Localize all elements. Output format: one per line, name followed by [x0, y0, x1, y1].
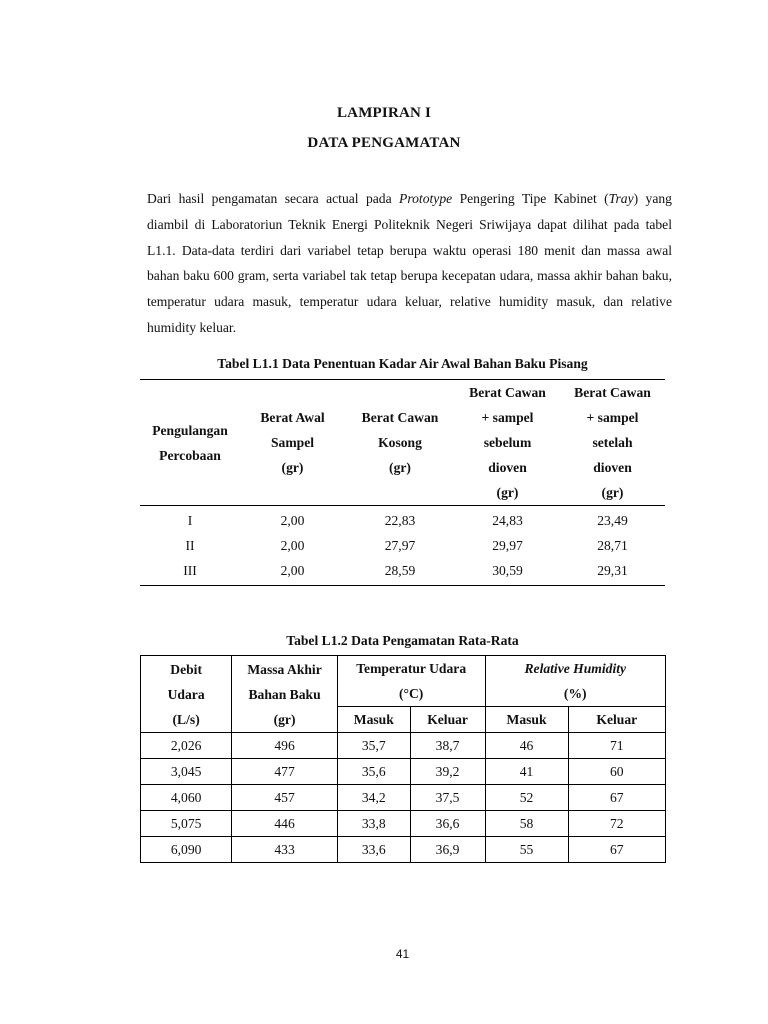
table-row — [140, 558, 665, 586]
table-row — [141, 785, 666, 811]
table-cell: 22,83 — [384, 513, 416, 528]
paragraph-text: ) yang diambil di Laboratoriun Teknik Energi Politeknik Negeri Sriwijaya dapat dilihat pada tabel L1.1. Data-data terdiri dari variabel tetap berupa waktu operasi 180 menit dan massa awal bahan baku 600 gram, serta variabel tak tetap berupa kecepatan udara, massa akhir bahan baku, temperatur udara masuk, temperatur udara keluar, relative humidity masuk, dan relative humidity keluar. — [147, 191, 672, 335]
intro-paragraph — [147, 186, 672, 341]
table-cell: 71 — [568, 733, 665, 759]
table-row — [141, 733, 666, 759]
table-cell: 4,060 — [141, 785, 232, 811]
paragraph-italic-tray: Tray — [608, 191, 634, 206]
table-cell: 38,7 — [410, 733, 485, 759]
table-cell: 30,59 — [455, 558, 560, 586]
table-cell: 41 — [485, 759, 568, 785]
table-cell: I — [187, 513, 193, 528]
header-debit-udara: Debit Udara (L/s) — [141, 656, 232, 733]
table-cell: 60 — [568, 759, 665, 785]
table-cell: 27,97 — [384, 538, 416, 553]
table-cell: 39,2 — [410, 759, 485, 785]
header-relative-humidity: Relative Humidity (%) — [485, 656, 666, 707]
table-cell: 35,6 — [337, 759, 410, 785]
table-cell: 28,71 — [597, 538, 628, 553]
section-title: DATA PENGAMATAN — [307, 135, 461, 151]
table-cell: 2,026 — [141, 733, 232, 759]
table-cell: 2,00 — [280, 513, 305, 528]
table-cell: 67 — [568, 785, 665, 811]
header-berat-cawan-kosong: Berat Cawan Kosong (gr) — [345, 380, 455, 506]
header-berat-awal: Berat Awal Sampel (gr) — [240, 380, 345, 506]
table-row — [140, 506, 665, 534]
header-massa-akhir: Massa Akhir Bahan Baku (gr) — [232, 656, 338, 733]
paragraph-text: Pengering Tipe Kabinet ( — [452, 191, 609, 206]
table-cell: 72 — [568, 811, 665, 837]
paragraph-italic-prototype: Prototype — [399, 191, 453, 206]
header-berat-sebelum: Berat Cawan + sampel sebelum dioven (gr) — [455, 380, 560, 506]
table-row — [141, 759, 666, 785]
table-row — [140, 533, 665, 558]
table-cell: III — [140, 558, 240, 586]
table-cell: 496 — [232, 733, 338, 759]
table-cell: 35,7 — [337, 733, 410, 759]
table-row — [141, 811, 666, 837]
table-cell: 477 — [232, 759, 338, 785]
table-cell: 33,8 — [337, 811, 410, 837]
table-cell: 23,49 — [597, 513, 628, 528]
table-cell: 2,00 — [280, 538, 305, 553]
table-cell: 29,97 — [492, 538, 523, 553]
table-cell: 5,075 — [141, 811, 232, 837]
table-header-row — [141, 656, 666, 707]
table-cell: 24,83 — [492, 513, 523, 528]
table-cell: 433 — [232, 837, 338, 863]
table-cell: 34,2 — [337, 785, 410, 811]
table-cell: 55 — [485, 837, 568, 863]
table-row — [141, 837, 666, 863]
table-cell: 2,00 — [240, 558, 345, 586]
paragraph-text: Dari hasil pengamatan secara actual pada — [147, 191, 400, 206]
table-cell: 3,045 — [141, 759, 232, 785]
table-header-row — [140, 380, 665, 506]
table1-caption: Tabel L1.1 Data Penentuan Kadar Air Awal Bahan Baku Pisang — [217, 356, 588, 371]
header-temp-keluar: Keluar — [410, 707, 485, 733]
header-temperatur-udara: Temperatur Udara (°C) — [337, 656, 485, 707]
header-temp-masuk: Masuk — [337, 707, 410, 733]
appendix-title: LAMPIRAN I — [336, 105, 432, 121]
page-number: 41 — [395, 947, 410, 961]
table-cell: 457 — [232, 785, 338, 811]
table-cell: 36,6 — [410, 811, 485, 837]
table-cell: II — [185, 538, 195, 553]
table-cell: 36,9 — [410, 837, 485, 863]
table-cell: 46 — [485, 733, 568, 759]
table-cell: 33,6 — [337, 837, 410, 863]
table-cell: 52 — [485, 785, 568, 811]
table2-caption: Tabel L1.2 Data Pengamatan Rata-Rata — [286, 633, 519, 648]
header-berat-setelah: Berat Cawan + sampel setelah dioven (gr) — [560, 380, 665, 506]
header-rh-keluar: Keluar — [568, 707, 665, 733]
table-cell: 6,090 — [141, 837, 232, 863]
table-cell: 37,5 — [410, 785, 485, 811]
header-pengulangan: Pengulangan Percobaan — [140, 380, 240, 506]
moisture-table — [140, 379, 665, 586]
table-cell: 446 — [232, 811, 338, 837]
table-cell: 67 — [568, 837, 665, 863]
table-cell: 29,31 — [560, 558, 665, 586]
table-cell: 58 — [485, 811, 568, 837]
header-rh-masuk: Masuk — [485, 707, 568, 733]
table-cell: 28,59 — [345, 558, 455, 586]
average-observation-table — [140, 655, 666, 863]
